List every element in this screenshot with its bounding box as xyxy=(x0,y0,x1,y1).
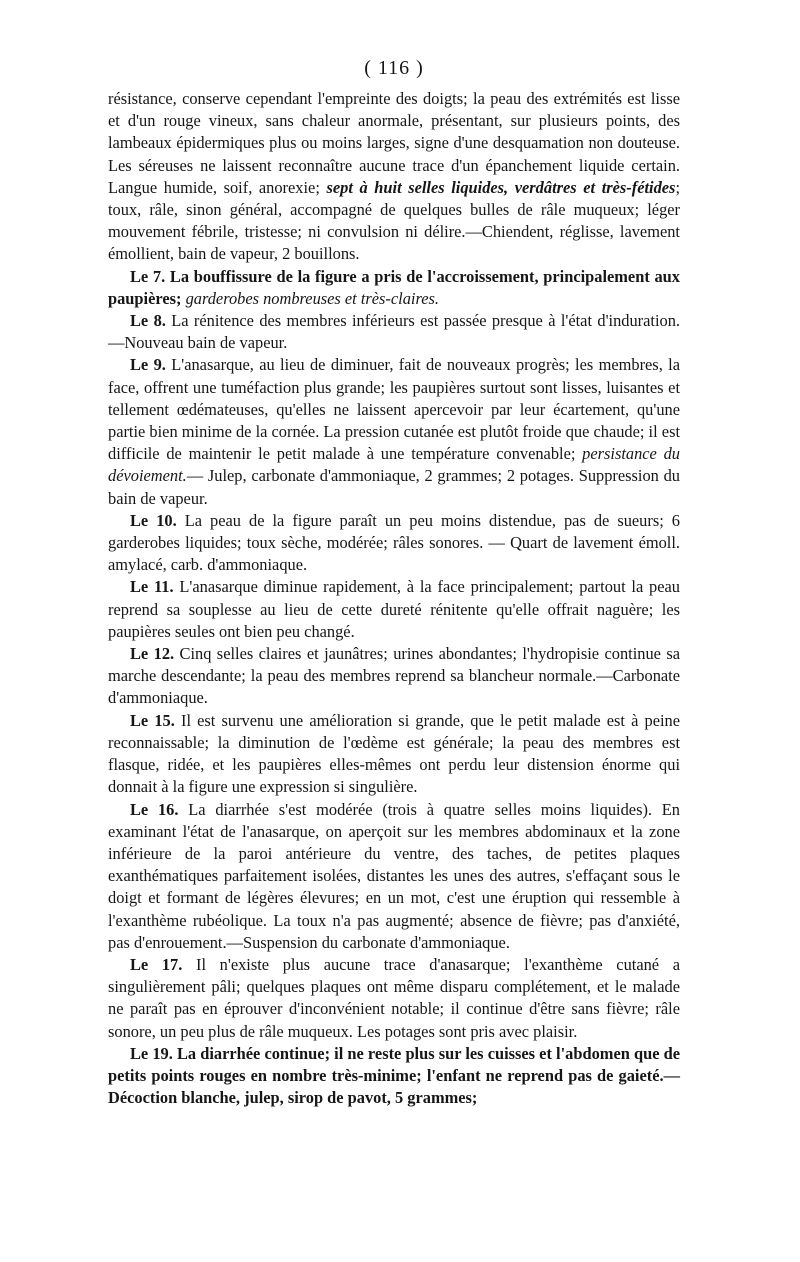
paragraph-text: L'anasarque, au lieu de diminuer, fait de nouveaux progrès; les membres, la face, offrent une tuméfaction plus grande; les paupières surtout sont lisses, luisantes et tellement œdémateuses, qu'elles ne laissent apercevoir par leur écartement, qu'une partie bien minime de la cornée. La pression cutanée est plutôt froide que chaude; il est difficile de maintenir le petit malade à une température convenable; xyxy=(108,355,680,464)
paragraph-text: — Julep, carbonate d'ammoniaque, 2 grammes; 2 potages. Suppression du bain de vapeur. xyxy=(108,466,680,508)
paragraph-text: ; toux, râle, sinon général, accompagné de quelques bulles de râle muqueux; léger mouvement fébrile, tristesse; ni convulsion ni délire.—Chiendent, réglisse, lavement émollient, bain de vapeur, 2 bouillons. xyxy=(108,177,680,264)
entry-day-17 xyxy=(108,954,680,1043)
page-number: ( 116 ) xyxy=(364,57,424,79)
italic-phrase: garderobes nombreuses et très-claires. xyxy=(185,288,439,308)
entry-day-12 xyxy=(108,643,680,710)
day-label: Le 19. xyxy=(130,1043,173,1063)
italic-phrase: sept à huit selles liquides, verdâtres et très-fétides xyxy=(326,177,676,197)
paragraph-text: Il est survenu une amélioration si grande, que le petit malade est à peine reconnaissable; la diminution de l'œdème est générale; la peau des membres est flasque, ridée, et les paupières elles-mêmes ont perdu leur distension énorme qui donnait à la figure une expression si singulière. xyxy=(108,710,680,797)
entry-day-15 xyxy=(108,710,680,799)
paragraph-text: La peau de la figure paraît un peu moins distendue, pas de sueurs; 6 garderobes liquides; toux sèche, modérée; râles sonores. — Quart de lavement émoll. amylacé, carb. d'ammoniaque. xyxy=(108,510,680,575)
paragraph-text: La bouffissure de la figure a pris de l'accroissement, principalement aux paupières; xyxy=(108,266,680,308)
paragraph-text: Cinq selles claires et jaunâtres; urines abondantes; l'hydropisie continue sa marche descendante; la peau des membres reprend sa blancheur normale.—Carbonate d'ammoniaque. xyxy=(108,644,680,708)
paragraph-text: La diarrhée continue; il ne reste plus sur les cuisses et l'abdomen que de petits points rouges en nombre très-minime; l'enfant ne reprend pas de gaieté.—Décoction blanche, julep, sirop de pavot, 5 grammes; xyxy=(108,1043,681,1108)
day-label: Le 11. xyxy=(130,577,174,597)
paragraph-text: L'anasarque diminue rapidement, à la face principalement; partout la peau reprend sa souplesse au lieu de cette dureté rénitente qu'elle offrait naguère; les paupières seules ont bien peu changé. xyxy=(108,577,681,641)
paragraph-text: La diarrhée s'est modérée (trois à quatre selles moins liquides). En examinant l'état de l'anasarque, on aperçoit sur les membres abdominaux et la zone inférieure de la paroi antérieure du ventre, des taches, de petites plaques exanthématiques parfaitement isolées, distantes les unes des autres, s'effaçant sous le doigt et formant de légères élevures; en un mot, c'est une éruption qui ressemble à l'exanthème rubéolique. La toux n'a pas augmenté; absence de fièvre; pas d'anxiété, pas d'enrouement.—Suspension du carbonate d'ammoniaque. xyxy=(108,799,680,952)
day-label: Le 10. xyxy=(130,510,177,530)
day-label: Le 16. xyxy=(130,799,179,819)
entry-day-10 xyxy=(108,510,680,577)
paragraph-continuation xyxy=(108,88,680,266)
entry-day-9 xyxy=(108,354,680,509)
entry-day-7 xyxy=(108,266,680,310)
entry-day-16 xyxy=(108,799,680,954)
entry-day-11 xyxy=(108,576,680,643)
day-label: Le 8. xyxy=(130,311,166,331)
day-label: Le 17. xyxy=(130,954,183,974)
day-label: Le 12. xyxy=(130,644,175,664)
day-label: Le 9. xyxy=(130,355,166,375)
paragraph-text: Il n'existe plus aucune trace d'anasarque; l'exanthème cutané a singulièrement pâli; quelques plaques ont même disparu complétement, et le malade ne paraît pas en éprouver d'inconvénient notable; il continue d'être sans fièvre; râle sonore, un peu plus de râle muqueux. Les potages sont pris avec plaisir. xyxy=(108,954,681,1041)
day-label: Le 15. xyxy=(130,710,175,730)
entry-day-8 xyxy=(108,310,680,354)
day-label: Le 7. xyxy=(130,266,166,286)
paragraph-text: La rénitence des membres inférieurs est passée presque à l'état d'induration.—Nouveau bain de vapeur. xyxy=(108,311,680,353)
book-page xyxy=(108,56,680,1109)
paragraph-text: résistance, conserve cependant l'empreinte des doigts; la peau des extrémités est lisse et d'un rouge vineux, sans chaleur anormale, présentant, sur plusieurs points, des lambeaux épidermiques plus ou moins larges, signe d'une desquamation non douteuse. Les séreuses ne laissent reconnaître aucune trace d'un épanchement liquide certain. Langue humide, soif, anorexie; xyxy=(108,89,680,197)
italic-phrase: persistance du dévoiement. xyxy=(108,444,680,486)
entry-day-19 xyxy=(108,1043,680,1110)
